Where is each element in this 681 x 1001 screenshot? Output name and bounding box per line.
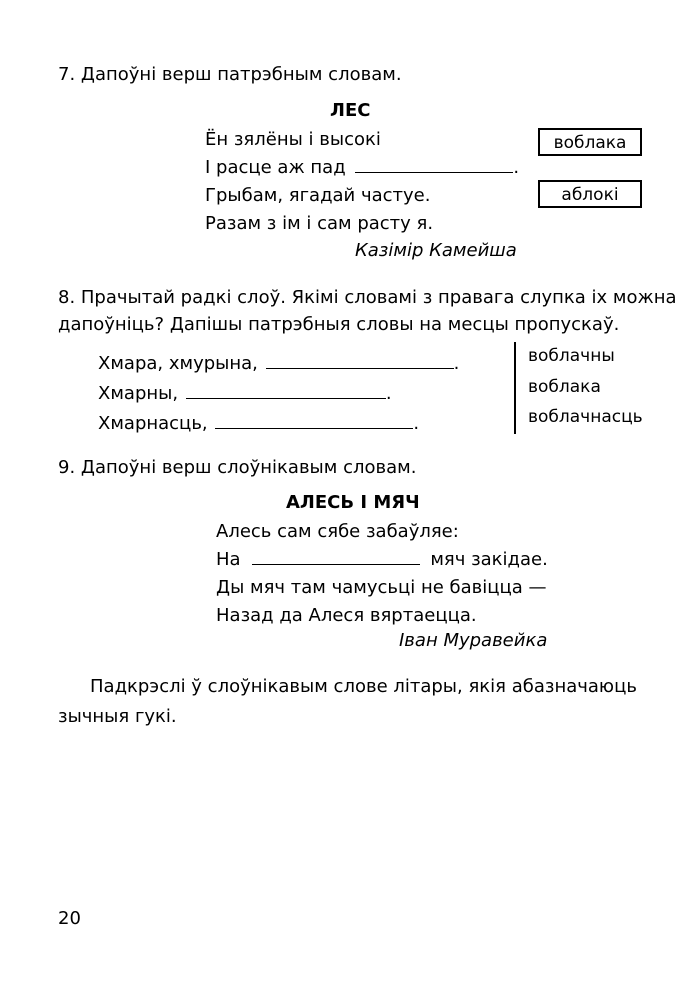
poem-line-1: Алесь сам сябе забаўляе: [216,521,459,542]
row-end: . [385,383,392,404]
task-9-note-line-1: Падкрэслі ў слоўнікавым слове літары, якія абазначаюць [90,676,637,697]
poem-author: Іван Муравейка [399,630,548,651]
task-8-heading-line-1: 8. Прачытай радкі слоў. Якімі словамі з правага слупка іх можна [58,287,677,308]
row-end: . [453,353,460,374]
page-number: 20 [58,908,81,929]
answer-blank[interactable] [266,350,454,369]
poem-line-2-text: І расце аж пад [205,157,346,178]
right-column-word: воблачнасць [528,407,643,427]
word-row-1-text: Хмара, хмурына, [98,353,258,374]
poem-line-1: Ён зялёны і высокі [205,129,381,150]
word-row-3-text: Хмарнасць, [98,413,208,434]
task-9-heading: 9. Дапоўні верш слоўнікавым словам. [58,457,417,478]
poem-line-4: Разам з ім і сам расту я. [205,213,434,234]
poem-line-3: Грыбам, ягадай частуе. [205,185,431,206]
task-8-heading-line-2: дапоўніць? Дапішы патрэбныя словы на месцы пропускаў. [58,314,620,335]
answer-blank[interactable] [355,154,513,173]
poem-line-2-end: . [513,157,520,178]
word-option-box[interactable]: воблака [538,128,642,156]
column-divider [514,342,516,434]
answer-blank[interactable] [252,546,420,565]
row-end: . [413,413,420,434]
task-9-note-line-2: зычныя гукі. [58,706,177,727]
answer-blank[interactable] [215,410,413,429]
word-option-box[interactable]: аблокі [538,180,642,208]
task-7-heading: 7. Дапоўні верш патрэбным словам. [58,64,402,85]
word-row-3 [98,410,419,438]
poem-title-ales: АЛЕСЬ І МЯЧ [286,492,420,513]
poem-author: Казімір Камейша [355,240,517,261]
poem-line-2 [205,154,519,182]
poem-line-4: Назад да Алеся вяртаецца. [216,605,477,626]
poem-line-3: Ды мяч там чамусьці не бавіцца — [216,577,547,598]
poem-line-2-end: мяч закідае. [430,549,548,570]
right-column-word: воблачны [528,346,615,366]
poem-title-les: ЛЕС [330,100,371,121]
word-row-2-text: Хмарны, [98,383,179,404]
right-column-word: воблака [528,377,601,397]
word-row-1 [98,350,459,378]
poem-line-2-start: На [216,549,241,570]
word-row-2 [98,380,392,408]
answer-blank[interactable] [186,380,386,399]
poem-line-2 [216,546,548,574]
